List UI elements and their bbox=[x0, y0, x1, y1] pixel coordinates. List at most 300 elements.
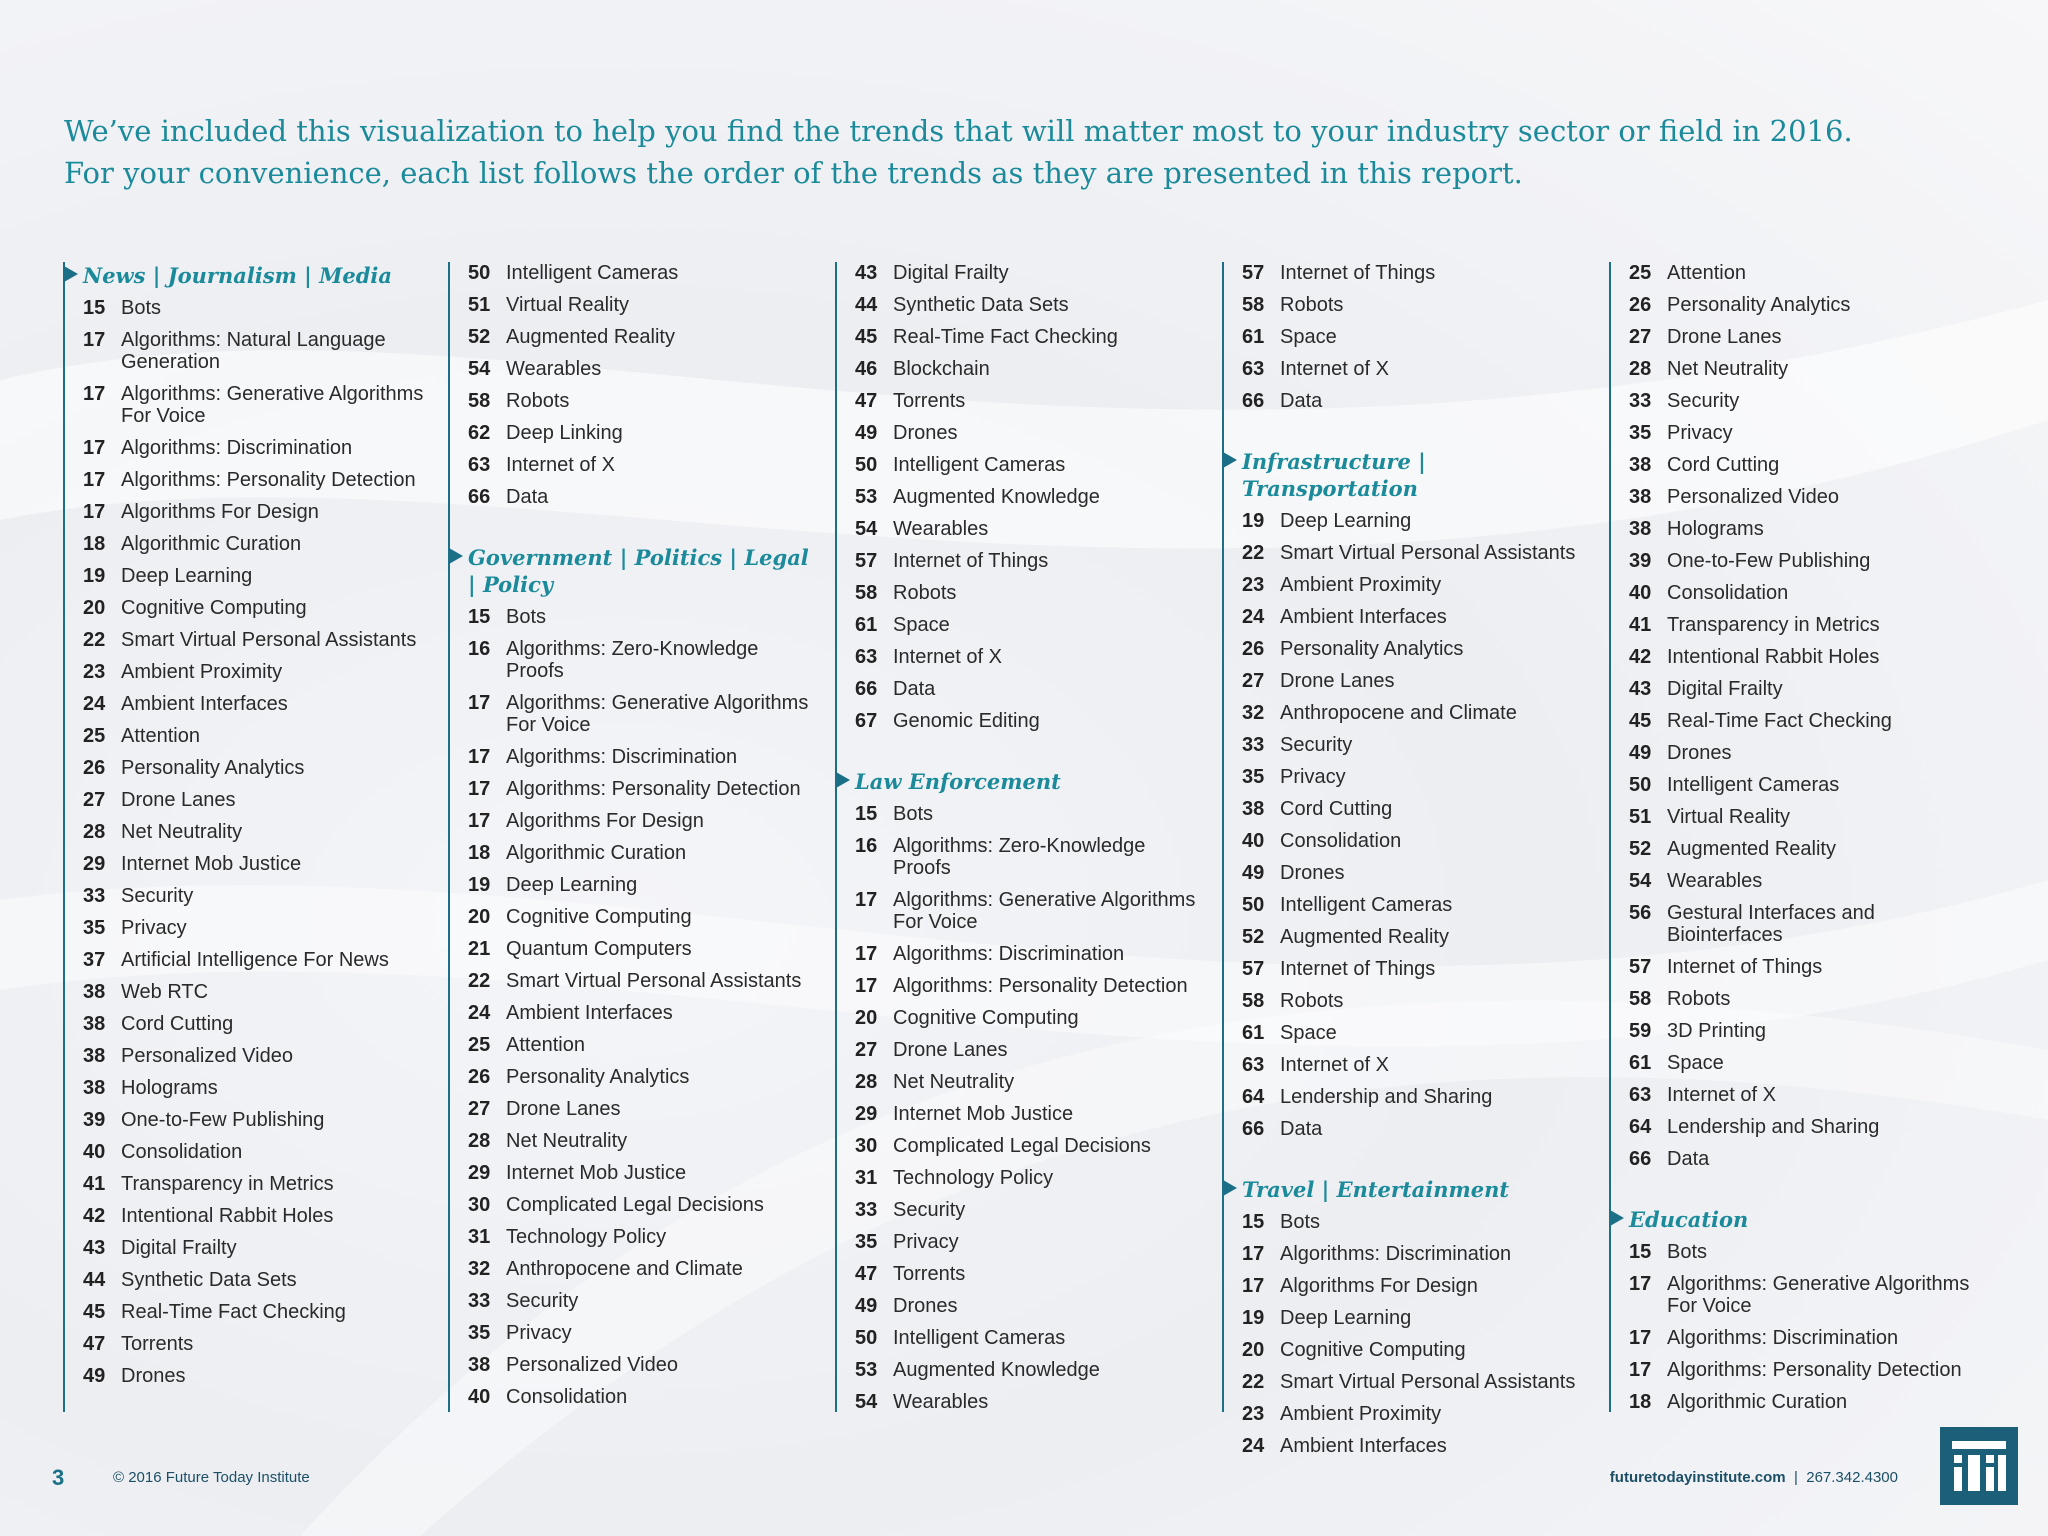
trend-name: Real-Time Fact Checking bbox=[121, 1301, 346, 1323]
list-item bbox=[1611, 550, 1981, 572]
trend-page-number: 57 bbox=[855, 550, 878, 572]
trend-page-number: 33 bbox=[83, 885, 106, 907]
trend-page-number: 57 bbox=[1242, 262, 1265, 284]
list-item bbox=[450, 262, 820, 284]
list-item bbox=[1611, 1359, 1981, 1381]
trend-page-number: 35 bbox=[1629, 422, 1652, 444]
trend-name: Drone Lanes bbox=[893, 1039, 1008, 1061]
trend-name: Deep Linking bbox=[506, 422, 623, 444]
list-item bbox=[450, 390, 820, 412]
trend-page-number: 38 bbox=[83, 981, 106, 1003]
page-number: 3 bbox=[52, 1465, 65, 1490]
trend-page-number: 22 bbox=[1242, 1371, 1265, 1393]
trend-name: Space bbox=[893, 614, 950, 636]
trend-name: Algorithms: Personality Detection bbox=[1667, 1359, 1962, 1381]
trend-name: Data bbox=[1280, 390, 1323, 412]
trend-column-5 bbox=[1609, 262, 1981, 1412]
list-item bbox=[1611, 1084, 1981, 1106]
intro-line-2: For your convenience, each list follows the order of the trends as they are presented in this report. bbox=[64, 156, 1523, 190]
trend-name: Algorithms: Discrimination bbox=[1667, 1327, 1899, 1349]
list-item bbox=[450, 1258, 820, 1280]
trend-page-number: 41 bbox=[1629, 614, 1652, 636]
trend-name: One-to-Few Publishing bbox=[121, 1109, 325, 1131]
trend-name: Drone Lanes bbox=[1667, 326, 1782, 348]
trend-page-number: 28 bbox=[83, 821, 106, 843]
trend-name: Algorithmic Curation bbox=[121, 533, 302, 555]
list-item bbox=[1224, 958, 1594, 980]
trend-name: Bots bbox=[893, 803, 934, 825]
trend-page-number: 58 bbox=[1242, 990, 1265, 1012]
list-item bbox=[1611, 294, 1981, 316]
list-item bbox=[1224, 1371, 1594, 1393]
list-item bbox=[1224, 1339, 1594, 1361]
list-item bbox=[1611, 1273, 1981, 1317]
list-item bbox=[1611, 1327, 1981, 1349]
trend-name: Intelligent Cameras bbox=[893, 1327, 1066, 1349]
trend-name: Space bbox=[1280, 326, 1337, 348]
trend-name: Torrents bbox=[893, 1263, 966, 1285]
list-item bbox=[1224, 1054, 1594, 1076]
list-item bbox=[450, 1194, 820, 1216]
trend-name: Anthropocene and Climate bbox=[1280, 702, 1517, 724]
trend-name: Drone Lanes bbox=[121, 789, 236, 811]
trend-page-number: 61 bbox=[1242, 1022, 1265, 1044]
trend-name: Holograms bbox=[121, 1077, 218, 1099]
trend-name: Space bbox=[1280, 1022, 1337, 1044]
trend-name: Cognitive Computing bbox=[506, 906, 692, 928]
trend-name: Smart Virtual Personal Assistants bbox=[1280, 542, 1576, 564]
trend-page-number: 37 bbox=[83, 949, 106, 971]
trend-name: Privacy bbox=[121, 917, 187, 939]
list-item bbox=[1611, 262, 1981, 284]
list-item bbox=[837, 358, 1207, 380]
trend-name: Net Neutrality bbox=[1667, 358, 1789, 380]
trend-name: Synthetic Data Sets bbox=[893, 294, 1069, 316]
trend-name: Bots bbox=[1667, 1241, 1708, 1263]
list-item bbox=[65, 1237, 435, 1259]
list-item bbox=[65, 1333, 435, 1355]
trend-page-number: 32 bbox=[1242, 702, 1265, 724]
trend-page-number: 18 bbox=[468, 842, 491, 864]
trend-name: Space bbox=[1667, 1052, 1724, 1074]
trend-page-number: 30 bbox=[468, 1194, 491, 1216]
trend-name: Security bbox=[1280, 734, 1353, 756]
trend-page-number: 19 bbox=[468, 874, 491, 896]
trend-page-number: 18 bbox=[83, 533, 106, 555]
list-item bbox=[450, 1386, 820, 1408]
list-item bbox=[1224, 294, 1594, 316]
trend-name: Security bbox=[506, 1290, 579, 1312]
trend-page-number: 40 bbox=[83, 1141, 106, 1163]
trend-page-number: 19 bbox=[83, 565, 106, 587]
list-item bbox=[1224, 542, 1594, 564]
list-item bbox=[65, 1173, 435, 1195]
trend-page-number: 58 bbox=[468, 390, 491, 412]
section-gap bbox=[1611, 1180, 1981, 1202]
trend-page-number: 17 bbox=[1629, 1327, 1652, 1349]
trend-name: Algorithms: Zero-Knowledge Proofs bbox=[893, 835, 1146, 879]
list-item bbox=[450, 970, 820, 992]
list-item bbox=[1224, 1022, 1594, 1044]
list-item bbox=[1611, 1241, 1981, 1263]
trend-name: Data bbox=[1280, 1118, 1323, 1140]
list-item bbox=[450, 810, 820, 832]
trend-name: One-to-Few Publishing bbox=[1667, 550, 1871, 572]
section-title: Law Enforcement bbox=[837, 768, 1207, 795]
trend-name: Augmented Reality bbox=[1667, 838, 1836, 860]
trend-page-number: 50 bbox=[1242, 894, 1265, 916]
trend-page-number: 26 bbox=[468, 1066, 491, 1088]
list-item bbox=[1224, 830, 1594, 852]
list-item bbox=[450, 326, 820, 348]
intro-line-1: We’ve included this visualization to help you find the trends that will matter most to your industry sector or field in 2016. bbox=[64, 114, 1853, 148]
trend-name: Bots bbox=[1280, 1211, 1321, 1233]
list-item bbox=[65, 1109, 435, 1131]
list-item bbox=[65, 821, 435, 843]
trend-name: Algorithmic Curation bbox=[506, 842, 687, 864]
section-title: Government | Politics | Legal | Policy bbox=[450, 544, 820, 598]
trend-page-number: 17 bbox=[83, 329, 106, 351]
trend-name: Algorithms: Generative Algorithms For Voice bbox=[1667, 1273, 1970, 1317]
trend-name: Privacy bbox=[893, 1231, 959, 1253]
trend-name: Technology Policy bbox=[893, 1167, 1054, 1189]
trend-page-number: 50 bbox=[468, 262, 491, 284]
trend-page-number: 17 bbox=[468, 778, 491, 800]
trend-page-number: 17 bbox=[1242, 1243, 1265, 1265]
trend-page-number: 40 bbox=[468, 1386, 491, 1408]
trend-page-number: 26 bbox=[83, 757, 106, 779]
trend-page-number: 25 bbox=[1629, 262, 1652, 284]
list-item bbox=[1611, 518, 1981, 540]
list-item bbox=[65, 981, 435, 1003]
trend-page-number: 63 bbox=[1242, 1054, 1265, 1076]
list-item bbox=[837, 1103, 1207, 1125]
trend-name: Artificial Intelligence For News bbox=[121, 949, 389, 971]
trend-page-number: 63 bbox=[1629, 1084, 1652, 1106]
trend-page-number: 33 bbox=[468, 1290, 491, 1312]
trend-page-number: 30 bbox=[855, 1135, 878, 1157]
trend-page-number: 49 bbox=[855, 422, 878, 444]
trend-page-number: 23 bbox=[1242, 1403, 1265, 1425]
trend-page-number: 16 bbox=[855, 835, 878, 857]
trend-page-number: 44 bbox=[855, 294, 878, 316]
list-item bbox=[65, 757, 435, 779]
trend-page-number: 17 bbox=[1629, 1359, 1652, 1381]
list-item bbox=[1224, 510, 1594, 532]
list-item bbox=[1611, 326, 1981, 348]
trend-page-number: 45 bbox=[83, 1301, 106, 1323]
list-item bbox=[1224, 1118, 1594, 1140]
trend-name: Intelligent Cameras bbox=[1280, 894, 1453, 916]
trend-name: Data bbox=[893, 678, 936, 700]
list-item bbox=[450, 692, 820, 736]
trend-column-1 bbox=[63, 262, 435, 1412]
trend-page-number: 26 bbox=[1242, 638, 1265, 660]
trend-name: Real-Time Fact Checking bbox=[1667, 710, 1892, 732]
trend-page-number: 17 bbox=[83, 437, 106, 459]
trend-name: Personality Analytics bbox=[506, 1066, 690, 1088]
trend-name: Algorithms: Discrimination bbox=[1280, 1243, 1512, 1265]
trend-page-number: 66 bbox=[1242, 390, 1265, 412]
trend-page-number: 53 bbox=[855, 486, 878, 508]
trend-name: Algorithms For Design bbox=[121, 501, 319, 523]
trend-page-number: 20 bbox=[468, 906, 491, 928]
list-item bbox=[450, 842, 820, 864]
footer bbox=[0, 1465, 2048, 1505]
list-item bbox=[1611, 454, 1981, 476]
trend-name: Ambient Proximity bbox=[121, 661, 283, 683]
trend-name: Algorithms For Design bbox=[506, 810, 704, 832]
trend-name: Algorithms: Generative Algorithms For Voice bbox=[121, 383, 424, 427]
trend-page-number: 35 bbox=[855, 1231, 878, 1253]
list-item bbox=[450, 422, 820, 444]
list-item bbox=[450, 906, 820, 928]
trend-page-number: 17 bbox=[83, 469, 106, 491]
list-item bbox=[837, 614, 1207, 636]
trend-name: Personalized Video bbox=[1667, 486, 1839, 508]
trend-name: Personality Analytics bbox=[1280, 638, 1464, 660]
trend-name: Intentional Rabbit Holes bbox=[121, 1205, 334, 1227]
trend-name: Security bbox=[121, 885, 194, 907]
list-item bbox=[1224, 606, 1594, 628]
trend-page-number: 57 bbox=[1242, 958, 1265, 980]
trend-page-number: 20 bbox=[855, 1007, 878, 1029]
trend-name: Lendership and Sharing bbox=[1667, 1116, 1880, 1138]
list-item bbox=[1224, 326, 1594, 348]
trend-name: Algorithms: Discrimination bbox=[506, 746, 738, 768]
trend-name: Robots bbox=[1280, 990, 1344, 1012]
trend-name: Data bbox=[1667, 1148, 1710, 1170]
trend-name: Virtual Reality bbox=[506, 294, 630, 316]
trend-name: Internet of X bbox=[1667, 1084, 1776, 1106]
trend-name: Virtual Reality bbox=[1667, 806, 1791, 828]
copyright: © 2016 Future Today Institute bbox=[113, 1469, 310, 1486]
trend-page-number: 19 bbox=[1242, 1307, 1265, 1329]
list-item bbox=[837, 835, 1207, 879]
list-item bbox=[837, 975, 1207, 997]
list-item bbox=[837, 1231, 1207, 1253]
trend-name: Personalized Video bbox=[121, 1045, 293, 1067]
list-item bbox=[450, 606, 820, 628]
trend-name: Algorithms: Discrimination bbox=[893, 943, 1125, 965]
list-item bbox=[1611, 774, 1981, 796]
trend-page-number: 17 bbox=[855, 889, 878, 911]
trend-name: Robots bbox=[506, 390, 570, 412]
list-item bbox=[837, 518, 1207, 540]
trend-page-number: 54 bbox=[855, 1391, 878, 1413]
list-item bbox=[1224, 574, 1594, 596]
trend-page-number: 54 bbox=[855, 518, 878, 540]
list-item bbox=[65, 661, 435, 683]
trend-page-number: 42 bbox=[83, 1205, 106, 1227]
list-item bbox=[1611, 838, 1981, 860]
trend-name: Gestural Interfaces and Biointerfaces bbox=[1667, 902, 1875, 946]
trend-page-number: 67 bbox=[855, 710, 878, 732]
list-item bbox=[1224, 1435, 1594, 1457]
list-item bbox=[1611, 390, 1981, 412]
trend-page-number: 64 bbox=[1242, 1086, 1265, 1108]
list-item bbox=[1224, 990, 1594, 1012]
trend-name: Augmented Knowledge bbox=[893, 1359, 1100, 1381]
list-item bbox=[1611, 806, 1981, 828]
list-item bbox=[1611, 742, 1981, 764]
trend-page-number: 49 bbox=[855, 1295, 878, 1317]
trend-name: Attention bbox=[121, 725, 200, 747]
section-title: Education bbox=[1611, 1206, 1981, 1233]
list-item bbox=[65, 565, 435, 587]
trend-name: Algorithms: Generative Algorithms For Voice bbox=[506, 692, 809, 736]
trend-name: Augmented Knowledge bbox=[893, 486, 1100, 508]
trend-page-number: 28 bbox=[855, 1071, 878, 1093]
trend-name: Intelligent Cameras bbox=[893, 454, 1066, 476]
trend-page-number: 22 bbox=[468, 970, 491, 992]
list-item bbox=[1224, 798, 1594, 820]
website-link[interactable]: futuretodayinstitute.com bbox=[1609, 1469, 1786, 1486]
trend-name: Intelligent Cameras bbox=[1667, 774, 1840, 796]
trend-name: Security bbox=[1667, 390, 1740, 412]
list-item bbox=[65, 1269, 435, 1291]
trend-page-number: 35 bbox=[83, 917, 106, 939]
trend-name: Ambient Interfaces bbox=[506, 1002, 673, 1024]
trend-page-number: 25 bbox=[83, 725, 106, 747]
list-item bbox=[65, 1141, 435, 1163]
trend-columns bbox=[0, 262, 2048, 1457]
list-item bbox=[450, 1002, 820, 1024]
trend-name: Bots bbox=[121, 297, 162, 319]
trend-name: Consolidation bbox=[1280, 830, 1402, 852]
list-item bbox=[1611, 1148, 1981, 1170]
trend-page-number: 42 bbox=[1629, 646, 1652, 668]
list-item bbox=[450, 454, 820, 476]
trend-page-number: 38 bbox=[83, 1013, 106, 1035]
trend-page-number: 38 bbox=[1629, 518, 1652, 540]
trend-page-number: 24 bbox=[83, 693, 106, 715]
trend-page-number: 17 bbox=[468, 810, 491, 832]
trend-page-number: 15 bbox=[83, 297, 106, 319]
trend-name: Digital Frailty bbox=[893, 262, 1009, 284]
trend-name: Intelligent Cameras bbox=[506, 262, 679, 284]
trend-name: Internet of X bbox=[1280, 358, 1389, 380]
trend-page-number: 66 bbox=[1242, 1118, 1265, 1140]
trend-page-number: 58 bbox=[1242, 294, 1265, 316]
trend-name: Lendership and Sharing bbox=[1280, 1086, 1493, 1108]
trend-name: Consolidation bbox=[121, 1141, 243, 1163]
trend-name: Internet of Things bbox=[893, 550, 1049, 572]
list-item bbox=[837, 1167, 1207, 1189]
trend-page-number: 17 bbox=[1629, 1273, 1652, 1295]
trend-name: Personality Analytics bbox=[121, 757, 305, 779]
trend-name: Internet of X bbox=[506, 454, 615, 476]
trend-page-number: 39 bbox=[83, 1109, 106, 1131]
trend-page-number: 51 bbox=[1629, 806, 1652, 828]
trend-name: Consolidation bbox=[1667, 582, 1789, 604]
trend-page-number: 31 bbox=[468, 1226, 491, 1248]
trend-name: Internet of Things bbox=[1667, 956, 1823, 978]
trend-page-number: 61 bbox=[1629, 1052, 1652, 1074]
trend-page-number: 21 bbox=[468, 938, 491, 960]
trend-page-number: 47 bbox=[83, 1333, 106, 1355]
trend-page-number: 54 bbox=[468, 358, 491, 380]
list-item bbox=[1611, 678, 1981, 700]
trend-page-number: 29 bbox=[468, 1162, 491, 1184]
trend-page-number: 35 bbox=[1242, 766, 1265, 788]
section-gap bbox=[837, 742, 1207, 764]
trend-name: Algorithms: Zero-Knowledge Proofs bbox=[506, 638, 759, 682]
trend-page-number: 61 bbox=[1242, 326, 1265, 348]
trend-page-number: 38 bbox=[83, 1077, 106, 1099]
list-item bbox=[1611, 1391, 1981, 1413]
trend-page-number: 45 bbox=[855, 326, 878, 348]
trend-page-number: 38 bbox=[468, 1354, 491, 1376]
trend-page-number: 15 bbox=[1629, 1241, 1652, 1263]
trend-page-number: 15 bbox=[1242, 1211, 1265, 1233]
trend-name: Privacy bbox=[1667, 422, 1733, 444]
trend-page-number: 47 bbox=[855, 1263, 878, 1285]
list-item bbox=[837, 1327, 1207, 1349]
trend-name: Augmented Reality bbox=[506, 326, 675, 348]
section-title: Travel | Entertainment bbox=[1224, 1176, 1594, 1203]
list-item bbox=[65, 789, 435, 811]
trend-page-number: 17 bbox=[468, 746, 491, 768]
trend-name: Cord Cutting bbox=[1280, 798, 1393, 820]
future-today-institute-logo bbox=[1940, 1427, 2018, 1505]
trend-name: Robots bbox=[893, 582, 957, 604]
trend-page-number: 29 bbox=[855, 1103, 878, 1125]
list-item bbox=[837, 1295, 1207, 1317]
trend-name: Synthetic Data Sets bbox=[121, 1269, 297, 1291]
list-item bbox=[450, 746, 820, 768]
trend-page-number: 46 bbox=[855, 358, 878, 380]
intro-text bbox=[64, 110, 1964, 194]
trend-name: Internet Mob Justice bbox=[121, 853, 302, 875]
list-item bbox=[837, 943, 1207, 965]
trend-page-number: 20 bbox=[83, 597, 106, 619]
list-item bbox=[1611, 710, 1981, 732]
trend-page-number: 54 bbox=[1629, 870, 1652, 892]
trend-page-number: 39 bbox=[1629, 550, 1652, 572]
list-item bbox=[450, 938, 820, 960]
trend-name: Net Neutrality bbox=[893, 1071, 1015, 1093]
trend-page-number: 16 bbox=[468, 638, 491, 660]
section-title: News | Journalism | Media bbox=[65, 262, 435, 289]
trend-name: Drone Lanes bbox=[506, 1098, 621, 1120]
trend-name: Algorithms: Personality Detection bbox=[506, 778, 801, 800]
list-item bbox=[837, 262, 1207, 284]
contact-info bbox=[1610, 1469, 1898, 1486]
list-item bbox=[450, 1322, 820, 1344]
contact-separator: | bbox=[1793, 1469, 1798, 1486]
list-item bbox=[1224, 358, 1594, 380]
trend-name: Drones bbox=[893, 422, 958, 444]
trend-name: Algorithms: Personality Detection bbox=[121, 469, 416, 491]
list-item bbox=[1224, 734, 1594, 756]
list-item bbox=[65, 1077, 435, 1099]
list-item bbox=[1224, 1307, 1594, 1329]
list-item bbox=[1611, 582, 1981, 604]
list-item bbox=[65, 1013, 435, 1035]
list-item bbox=[65, 533, 435, 555]
list-item bbox=[65, 437, 435, 459]
trend-name: Quantum Computers bbox=[506, 938, 692, 960]
list-item bbox=[65, 329, 435, 373]
list-item bbox=[450, 778, 820, 800]
list-item bbox=[65, 597, 435, 619]
section-title: Infrastructure | Transportation bbox=[1224, 448, 1594, 502]
trend-page-number: 62 bbox=[468, 422, 491, 444]
trend-page-number: 64 bbox=[1629, 1116, 1652, 1138]
list-item bbox=[1224, 670, 1594, 692]
trend-page-number: 27 bbox=[83, 789, 106, 811]
